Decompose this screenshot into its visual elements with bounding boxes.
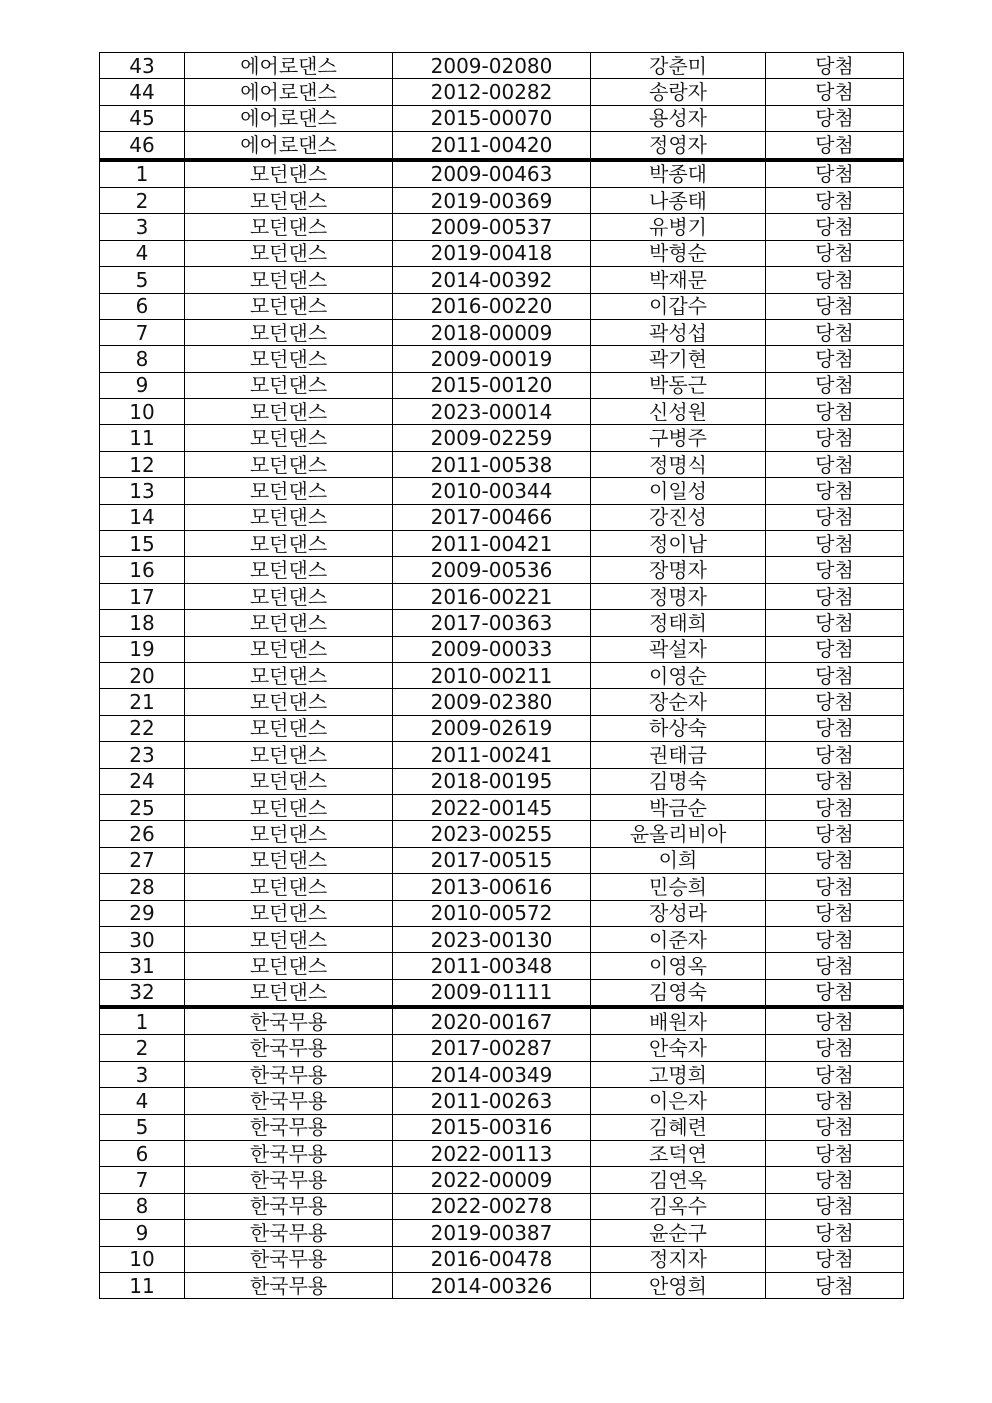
member-id-cell: 2017-00363 bbox=[393, 610, 591, 636]
row-number-cell: 46 bbox=[100, 132, 185, 160]
member-name-cell: 김연옥 bbox=[591, 1167, 766, 1193]
row-number-cell: 7 bbox=[100, 319, 185, 345]
member-name-cell: 박형순 bbox=[591, 240, 766, 266]
table-row bbox=[100, 346, 904, 372]
category-cell: 한국무용 bbox=[185, 1007, 393, 1035]
member-name-cell: 박재문 bbox=[591, 267, 766, 293]
row-number-cell: 24 bbox=[100, 768, 185, 794]
row-number-cell: 28 bbox=[100, 874, 185, 900]
row-number-cell: 6 bbox=[100, 1141, 185, 1167]
table-row bbox=[100, 1272, 904, 1298]
row-number-cell: 45 bbox=[100, 105, 185, 131]
category-cell: 모던댄스 bbox=[185, 610, 393, 636]
member-id-cell: 2009-00033 bbox=[393, 636, 591, 662]
member-id-cell: 2009-00463 bbox=[393, 160, 591, 188]
table-row bbox=[100, 267, 904, 293]
result-cell: 당첨 bbox=[766, 105, 904, 131]
category-cell: 모던댄스 bbox=[185, 662, 393, 688]
result-cell: 당첨 bbox=[766, 187, 904, 213]
result-cell: 당첨 bbox=[766, 1007, 904, 1035]
table-row bbox=[100, 953, 904, 979]
result-cell: 당첨 bbox=[766, 1272, 904, 1298]
result-cell: 당첨 bbox=[766, 1167, 904, 1193]
member-id-cell: 2009-00019 bbox=[393, 346, 591, 372]
member-name-cell: 장명자 bbox=[591, 557, 766, 583]
table-row bbox=[100, 53, 904, 79]
table-row bbox=[100, 821, 904, 847]
member-id-cell: 2011-00421 bbox=[393, 531, 591, 557]
table-row bbox=[100, 319, 904, 345]
row-number-cell: 18 bbox=[100, 610, 185, 636]
table-row bbox=[100, 478, 904, 504]
row-number-cell: 2 bbox=[100, 1035, 185, 1061]
member-id-cell: 2022-00113 bbox=[393, 1141, 591, 1167]
row-number-cell: 1 bbox=[100, 160, 185, 188]
member-id-cell: 2023-00255 bbox=[393, 821, 591, 847]
row-number-cell: 29 bbox=[100, 900, 185, 926]
table-row bbox=[100, 504, 904, 530]
member-name-cell: 이일성 bbox=[591, 478, 766, 504]
member-id-cell: 2011-00348 bbox=[393, 953, 591, 979]
member-name-cell: 민승희 bbox=[591, 874, 766, 900]
result-cell: 당첨 bbox=[766, 1061, 904, 1087]
category-cell: 한국무용 bbox=[185, 1246, 393, 1272]
table-row bbox=[100, 293, 904, 319]
category-cell: 모던댄스 bbox=[185, 900, 393, 926]
category-cell: 모던댄스 bbox=[185, 715, 393, 741]
row-number-cell: 4 bbox=[100, 240, 185, 266]
member-name-cell: 윤올리비아 bbox=[591, 821, 766, 847]
row-number-cell: 15 bbox=[100, 531, 185, 557]
member-id-cell: 2009-00536 bbox=[393, 557, 591, 583]
result-cell: 당첨 bbox=[766, 425, 904, 451]
member-name-cell: 이희 bbox=[591, 847, 766, 873]
category-cell: 모던댄스 bbox=[185, 214, 393, 240]
member-name-cell: 정지자 bbox=[591, 1246, 766, 1272]
category-cell: 모던댄스 bbox=[185, 583, 393, 609]
member-id-cell: 2022-00009 bbox=[393, 1167, 591, 1193]
row-number-cell: 6 bbox=[100, 293, 185, 319]
member-name-cell: 고명희 bbox=[591, 1061, 766, 1087]
result-cell: 당첨 bbox=[766, 1114, 904, 1140]
category-cell: 모던댄스 bbox=[185, 926, 393, 952]
category-cell: 모던댄스 bbox=[185, 399, 393, 425]
member-id-cell: 2014-00326 bbox=[393, 1272, 591, 1298]
member-id-cell: 2015-00120 bbox=[393, 372, 591, 398]
row-number-cell: 12 bbox=[100, 451, 185, 477]
member-name-cell: 배원자 bbox=[591, 1007, 766, 1035]
table-row bbox=[100, 926, 904, 952]
member-name-cell: 정명자 bbox=[591, 583, 766, 609]
result-cell: 당첨 bbox=[766, 478, 904, 504]
category-cell: 모던댄스 bbox=[185, 953, 393, 979]
member-name-cell: 권태금 bbox=[591, 742, 766, 768]
table-row bbox=[100, 1035, 904, 1061]
table-row bbox=[100, 1193, 904, 1219]
table-row bbox=[100, 451, 904, 477]
category-cell: 에어로댄스 bbox=[185, 105, 393, 131]
member-name-cell: 박금순 bbox=[591, 794, 766, 820]
row-number-cell: 10 bbox=[100, 1246, 185, 1272]
member-id-cell: 2009-02619 bbox=[393, 715, 591, 741]
member-id-cell: 2010-00211 bbox=[393, 662, 591, 688]
result-cell: 당첨 bbox=[766, 1246, 904, 1272]
row-number-cell: 19 bbox=[100, 636, 185, 662]
category-cell: 에어로댄스 bbox=[185, 132, 393, 160]
result-cell: 당첨 bbox=[766, 160, 904, 188]
category-cell: 모던댄스 bbox=[185, 636, 393, 662]
member-name-cell: 이준자 bbox=[591, 926, 766, 952]
category-cell: 모던댄스 bbox=[185, 557, 393, 583]
category-cell: 한국무용 bbox=[185, 1141, 393, 1167]
table-row bbox=[100, 874, 904, 900]
member-name-cell: 곽기현 bbox=[591, 346, 766, 372]
member-name-cell: 김명숙 bbox=[591, 768, 766, 794]
member-name-cell: 정태희 bbox=[591, 610, 766, 636]
result-cell: 당첨 bbox=[766, 715, 904, 741]
category-cell: 모던댄스 bbox=[185, 531, 393, 557]
table-row bbox=[100, 610, 904, 636]
row-number-cell: 9 bbox=[100, 372, 185, 398]
member-id-cell: 2017-00287 bbox=[393, 1035, 591, 1061]
member-id-cell: 2018-00195 bbox=[393, 768, 591, 794]
result-cell: 당첨 bbox=[766, 610, 904, 636]
member-name-cell: 유병기 bbox=[591, 214, 766, 240]
member-id-cell: 2019-00369 bbox=[393, 187, 591, 213]
row-number-cell: 3 bbox=[100, 214, 185, 240]
category-cell: 모던댄스 bbox=[185, 451, 393, 477]
result-cell: 당첨 bbox=[766, 900, 904, 926]
member-id-cell: 2020-00167 bbox=[393, 1007, 591, 1035]
result-cell: 당첨 bbox=[766, 979, 904, 1007]
row-number-cell: 11 bbox=[100, 425, 185, 451]
result-cell: 당첨 bbox=[766, 132, 904, 160]
member-id-cell: 2017-00466 bbox=[393, 504, 591, 530]
member-id-cell: 2011-00241 bbox=[393, 742, 591, 768]
result-cell: 당첨 bbox=[766, 794, 904, 820]
result-cell: 당첨 bbox=[766, 79, 904, 105]
category-cell: 한국무용 bbox=[185, 1167, 393, 1193]
member-id-cell: 2018-00009 bbox=[393, 319, 591, 345]
table-row bbox=[100, 768, 904, 794]
row-number-cell: 8 bbox=[100, 346, 185, 372]
result-cell: 당첨 bbox=[766, 372, 904, 398]
row-number-cell: 8 bbox=[100, 1193, 185, 1219]
member-name-cell: 이영순 bbox=[591, 662, 766, 688]
category-cell: 에어로댄스 bbox=[185, 53, 393, 79]
category-cell: 모던댄스 bbox=[185, 293, 393, 319]
member-name-cell: 정명식 bbox=[591, 451, 766, 477]
member-id-cell: 2015-00070 bbox=[393, 105, 591, 131]
category-cell: 한국무용 bbox=[185, 1061, 393, 1087]
result-cell: 당첨 bbox=[766, 1220, 904, 1246]
row-number-cell: 17 bbox=[100, 583, 185, 609]
category-cell: 모던댄스 bbox=[185, 160, 393, 188]
category-cell: 한국무용 bbox=[185, 1114, 393, 1140]
member-id-cell: 2009-02380 bbox=[393, 689, 591, 715]
member-id-cell: 2014-00349 bbox=[393, 1061, 591, 1087]
table-row bbox=[100, 425, 904, 451]
member-id-cell: 2022-00278 bbox=[393, 1193, 591, 1219]
category-cell: 한국무용 bbox=[185, 1272, 393, 1298]
result-cell: 당첨 bbox=[766, 1141, 904, 1167]
row-number-cell: 23 bbox=[100, 742, 185, 768]
table-row bbox=[100, 1114, 904, 1140]
table-row bbox=[100, 1007, 904, 1035]
category-cell: 모던댄스 bbox=[185, 187, 393, 213]
row-number-cell: 25 bbox=[100, 794, 185, 820]
row-number-cell: 26 bbox=[100, 821, 185, 847]
result-cell: 당첨 bbox=[766, 451, 904, 477]
table-row bbox=[100, 1167, 904, 1193]
member-id-cell: 2022-00145 bbox=[393, 794, 591, 820]
member-id-cell: 2011-00538 bbox=[393, 451, 591, 477]
row-number-cell: 1 bbox=[100, 1007, 185, 1035]
result-cell: 당첨 bbox=[766, 874, 904, 900]
table-row bbox=[100, 132, 904, 160]
row-number-cell: 3 bbox=[100, 1061, 185, 1087]
category-cell: 모던댄스 bbox=[185, 504, 393, 530]
member-id-cell: 2009-00537 bbox=[393, 214, 591, 240]
category-cell: 한국무용 bbox=[185, 1193, 393, 1219]
category-cell: 모던댄스 bbox=[185, 742, 393, 768]
member-id-cell: 2017-00515 bbox=[393, 847, 591, 873]
row-number-cell: 21 bbox=[100, 689, 185, 715]
table-row bbox=[100, 1220, 904, 1246]
member-name-cell: 강진성 bbox=[591, 504, 766, 530]
member-name-cell: 곽설자 bbox=[591, 636, 766, 662]
member-id-cell: 2015-00316 bbox=[393, 1114, 591, 1140]
member-name-cell: 구병주 bbox=[591, 425, 766, 451]
member-id-cell: 2016-00221 bbox=[393, 583, 591, 609]
member-name-cell: 장순자 bbox=[591, 689, 766, 715]
category-cell: 모던댄스 bbox=[185, 689, 393, 715]
member-id-cell: 2011-00420 bbox=[393, 132, 591, 160]
result-cell: 당첨 bbox=[766, 1035, 904, 1061]
table-row bbox=[100, 399, 904, 425]
member-id-cell: 2010-00344 bbox=[393, 478, 591, 504]
row-number-cell: 11 bbox=[100, 1272, 185, 1298]
member-id-cell: 2023-00130 bbox=[393, 926, 591, 952]
member-id-cell: 2012-00282 bbox=[393, 79, 591, 105]
lottery-result-table bbox=[99, 52, 904, 1299]
table-row bbox=[100, 742, 904, 768]
member-name-cell: 이영옥 bbox=[591, 953, 766, 979]
table-row bbox=[100, 583, 904, 609]
row-number-cell: 31 bbox=[100, 953, 185, 979]
row-number-cell: 32 bbox=[100, 979, 185, 1007]
row-number-cell: 14 bbox=[100, 504, 185, 530]
table-row bbox=[100, 160, 904, 188]
table-row bbox=[100, 689, 904, 715]
table-row bbox=[100, 847, 904, 873]
member-name-cell: 이갑수 bbox=[591, 293, 766, 319]
category-cell: 모던댄스 bbox=[185, 768, 393, 794]
table-row bbox=[100, 105, 904, 131]
member-name-cell: 정영자 bbox=[591, 132, 766, 160]
category-cell: 모던댄스 bbox=[185, 319, 393, 345]
member-id-cell: 2019-00387 bbox=[393, 1220, 591, 1246]
result-cell: 당첨 bbox=[766, 240, 904, 266]
member-name-cell: 용성자 bbox=[591, 105, 766, 131]
member-id-cell: 2009-01111 bbox=[393, 979, 591, 1007]
member-id-cell: 2010-00572 bbox=[393, 900, 591, 926]
member-name-cell: 신성원 bbox=[591, 399, 766, 425]
result-cell: 당첨 bbox=[766, 847, 904, 873]
category-cell: 모던댄스 bbox=[185, 267, 393, 293]
member-name-cell: 송랑자 bbox=[591, 79, 766, 105]
row-number-cell: 16 bbox=[100, 557, 185, 583]
result-cell: 당첨 bbox=[766, 531, 904, 557]
result-cell: 당첨 bbox=[766, 583, 904, 609]
result-cell: 당첨 bbox=[766, 346, 904, 372]
category-cell: 에어로댄스 bbox=[185, 79, 393, 105]
member-id-cell: 2009-02259 bbox=[393, 425, 591, 451]
category-cell: 모던댄스 bbox=[185, 240, 393, 266]
result-cell: 당첨 bbox=[766, 742, 904, 768]
category-cell: 한국무용 bbox=[185, 1035, 393, 1061]
row-number-cell: 13 bbox=[100, 478, 185, 504]
table-row bbox=[100, 187, 904, 213]
member-name-cell: 윤순구 bbox=[591, 1220, 766, 1246]
member-name-cell: 하상숙 bbox=[591, 715, 766, 741]
table-row bbox=[100, 794, 904, 820]
table-row bbox=[100, 240, 904, 266]
member-name-cell: 정이남 bbox=[591, 531, 766, 557]
member-name-cell: 나종태 bbox=[591, 187, 766, 213]
result-cell: 당첨 bbox=[766, 926, 904, 952]
category-cell: 모던댄스 bbox=[185, 794, 393, 820]
member-id-cell: 2009-02080 bbox=[393, 53, 591, 79]
member-id-cell: 2016-00220 bbox=[393, 293, 591, 319]
row-number-cell: 4 bbox=[100, 1088, 185, 1114]
member-name-cell: 곽성섭 bbox=[591, 319, 766, 345]
category-cell: 한국무용 bbox=[185, 1088, 393, 1114]
category-cell: 모던댄스 bbox=[185, 346, 393, 372]
table-row bbox=[100, 531, 904, 557]
table-row bbox=[100, 1246, 904, 1272]
member-id-cell: 2023-00014 bbox=[393, 399, 591, 425]
member-name-cell: 박종대 bbox=[591, 160, 766, 188]
table-row bbox=[100, 372, 904, 398]
table-row bbox=[100, 979, 904, 1007]
row-number-cell: 9 bbox=[100, 1220, 185, 1246]
member-id-cell: 2014-00392 bbox=[393, 267, 591, 293]
row-number-cell: 2 bbox=[100, 187, 185, 213]
row-number-cell: 30 bbox=[100, 926, 185, 952]
result-cell: 당첨 bbox=[766, 1088, 904, 1114]
member-name-cell: 김옥수 bbox=[591, 1193, 766, 1219]
result-cell: 당첨 bbox=[766, 267, 904, 293]
member-name-cell: 박동근 bbox=[591, 372, 766, 398]
category-cell: 모던댄스 bbox=[185, 874, 393, 900]
table-row bbox=[100, 214, 904, 240]
result-cell: 당첨 bbox=[766, 557, 904, 583]
category-cell: 모던댄스 bbox=[185, 478, 393, 504]
row-number-cell: 27 bbox=[100, 847, 185, 873]
result-cell: 당첨 bbox=[766, 953, 904, 979]
member-name-cell: 이은자 bbox=[591, 1088, 766, 1114]
result-cell: 당첨 bbox=[766, 293, 904, 319]
category-cell: 모던댄스 bbox=[185, 979, 393, 1007]
table-row bbox=[100, 715, 904, 741]
member-name-cell: 안영희 bbox=[591, 1272, 766, 1298]
result-cell: 당첨 bbox=[766, 504, 904, 530]
result-cell: 당첨 bbox=[766, 662, 904, 688]
table-row bbox=[100, 662, 904, 688]
table-row bbox=[100, 79, 904, 105]
result-cell: 당첨 bbox=[766, 53, 904, 79]
table-row bbox=[100, 636, 904, 662]
category-cell: 모던댄스 bbox=[185, 425, 393, 451]
category-cell: 모던댄스 bbox=[185, 372, 393, 398]
result-cell: 당첨 bbox=[766, 319, 904, 345]
table-row bbox=[100, 1088, 904, 1114]
row-number-cell: 43 bbox=[100, 53, 185, 79]
member-name-cell: 김혜련 bbox=[591, 1114, 766, 1140]
result-cell: 당첨 bbox=[766, 636, 904, 662]
result-cell: 당첨 bbox=[766, 399, 904, 425]
table-row bbox=[100, 1061, 904, 1087]
member-name-cell: 안숙자 bbox=[591, 1035, 766, 1061]
member-id-cell: 2013-00616 bbox=[393, 874, 591, 900]
member-name-cell: 김영숙 bbox=[591, 979, 766, 1007]
row-number-cell: 20 bbox=[100, 662, 185, 688]
row-number-cell: 22 bbox=[100, 715, 185, 741]
member-id-cell: 2011-00263 bbox=[393, 1088, 591, 1114]
row-number-cell: 7 bbox=[100, 1167, 185, 1193]
category-cell: 모던댄스 bbox=[185, 847, 393, 873]
category-cell: 한국무용 bbox=[185, 1220, 393, 1246]
table-row bbox=[100, 557, 904, 583]
member-id-cell: 2019-00418 bbox=[393, 240, 591, 266]
member-name-cell: 강춘미 bbox=[591, 53, 766, 79]
row-number-cell: 44 bbox=[100, 79, 185, 105]
result-cell: 당첨 bbox=[766, 689, 904, 715]
row-number-cell: 10 bbox=[100, 399, 185, 425]
result-cell: 당첨 bbox=[766, 214, 904, 240]
member-name-cell: 장성라 bbox=[591, 900, 766, 926]
result-cell: 당첨 bbox=[766, 1193, 904, 1219]
row-number-cell: 5 bbox=[100, 267, 185, 293]
result-cell: 당첨 bbox=[766, 821, 904, 847]
table-body bbox=[100, 53, 904, 1299]
member-id-cell: 2016-00478 bbox=[393, 1246, 591, 1272]
category-cell: 모던댄스 bbox=[185, 821, 393, 847]
table-row bbox=[100, 900, 904, 926]
result-cell: 당첨 bbox=[766, 768, 904, 794]
member-name-cell: 조덕연 bbox=[591, 1141, 766, 1167]
table-row bbox=[100, 1141, 904, 1167]
row-number-cell: 5 bbox=[100, 1114, 185, 1140]
